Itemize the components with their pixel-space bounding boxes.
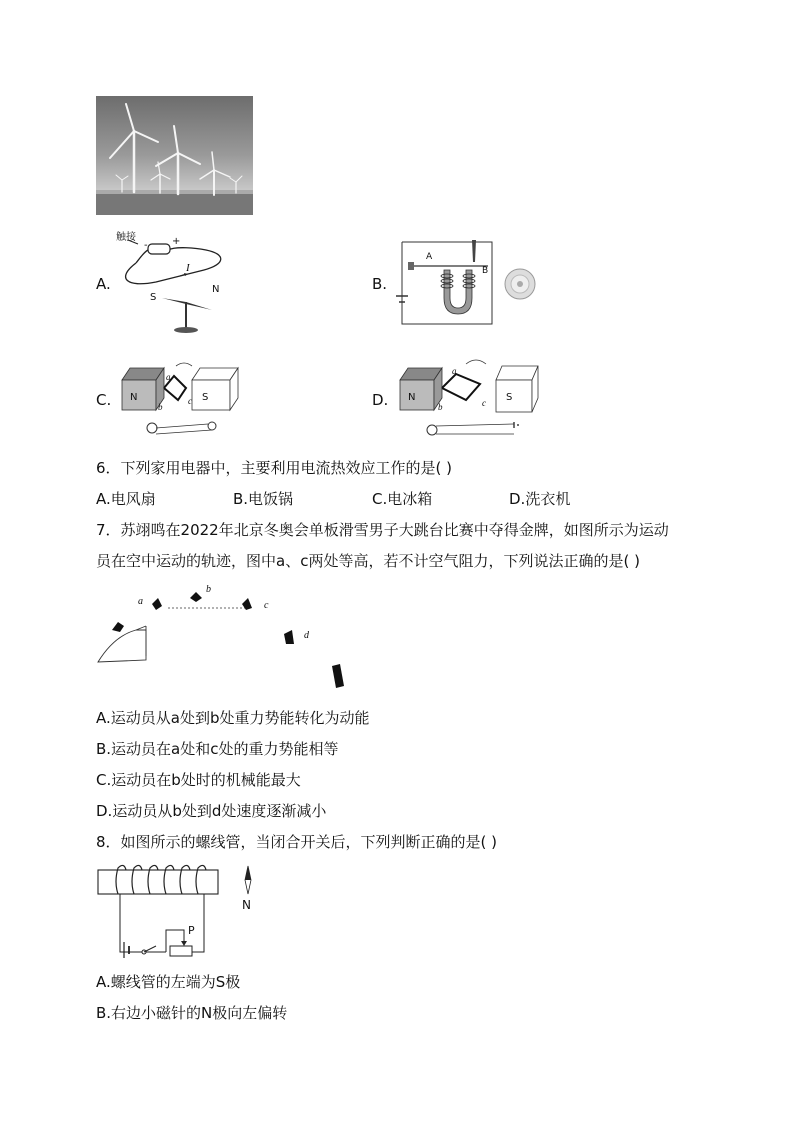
c-n-pole-label: N [130, 392, 138, 403]
option-b-letter: B. [372, 275, 388, 293]
option-c-letter: C. [96, 391, 112, 409]
n-pole-label: N [212, 284, 220, 295]
question-6-stem: 6．下列家用电器中，主要利用电流热效应工作的是( ) [96, 459, 453, 477]
question-7-stem-line-1: 7．苏翊鸣在2022年北京冬奥会单板滑雪男子大跳台比赛中夺得金牌，如图所示为运动 [96, 521, 669, 539]
question-8-option-a: A.螺线管的左端为S极 [96, 973, 241, 991]
minus-label: - [144, 240, 148, 251]
c-c-label: c [188, 396, 192, 406]
c-a-label: a [166, 372, 171, 382]
option-d-letter: D. [372, 391, 389, 409]
compass-n-label: N [242, 898, 251, 912]
s-pole-label: S [150, 292, 157, 303]
generator-battery-diagram [396, 354, 540, 440]
option-a-letter: A. [96, 275, 111, 293]
question-7-option-b: B.运动员在a处和c处的重力势能相等 [96, 740, 339, 758]
plus-label: + [172, 236, 181, 247]
current-label: I [186, 262, 190, 274]
contact-a-label: A [426, 252, 433, 262]
question-8-option-b: B.右边小磁针的N极向左偏转 [96, 1004, 288, 1022]
question-7-option-a: A.运动员从a处到b处重力势能转化为动能 [96, 709, 370, 727]
wind-turbine-photo [96, 96, 253, 215]
question-7-stem-line-2: 员在空中运动的轨迹，图中a、c两处等高，若不计空气阻力，下列说法正确的是( ) [96, 552, 640, 570]
d-c-label: c [482, 398, 486, 408]
question-6-option-d: D.洗衣机 [509, 490, 571, 508]
solenoid-circuit-diagram [96, 862, 266, 962]
c-s-pole-label: S [202, 392, 209, 403]
question-6-option-a: A.电风扇 [96, 490, 156, 508]
d-a-label: a [452, 366, 457, 376]
question-7-option-d: D.运动员从b处到d处速度逐渐减小 [96, 802, 327, 820]
motor-lamp-diagram [118, 358, 242, 440]
question-6-option-c: C.电冰箱 [372, 490, 433, 508]
contact-b-label: B [482, 266, 489, 276]
touch-label: 触接 [116, 232, 136, 243]
oersted-experiment-diagram [116, 228, 236, 338]
trajectory-point-a: a [138, 596, 143, 607]
question-8-stem: 8．如图所示的螺线管，当闭合开关后，下列判断正确的是( ) [96, 833, 498, 851]
question-6-option-b: B.电饭锅 [233, 490, 294, 508]
trajectory-point-c: c [264, 600, 269, 611]
d-n-pole-label: N [408, 392, 416, 403]
question-7-option-c: C.运动员在b处时的机械能最大 [96, 771, 301, 789]
electric-bell-diagram [392, 236, 540, 328]
trajectory-point-d: d [304, 630, 309, 641]
c-b-label: b [158, 402, 163, 412]
d-b-label: b [438, 402, 443, 412]
d-s-pole-label: S [506, 392, 513, 403]
snowboard-trajectory-diagram [96, 582, 356, 698]
slider-p-label: P [188, 924, 195, 937]
trajectory-point-b: b [206, 584, 211, 595]
